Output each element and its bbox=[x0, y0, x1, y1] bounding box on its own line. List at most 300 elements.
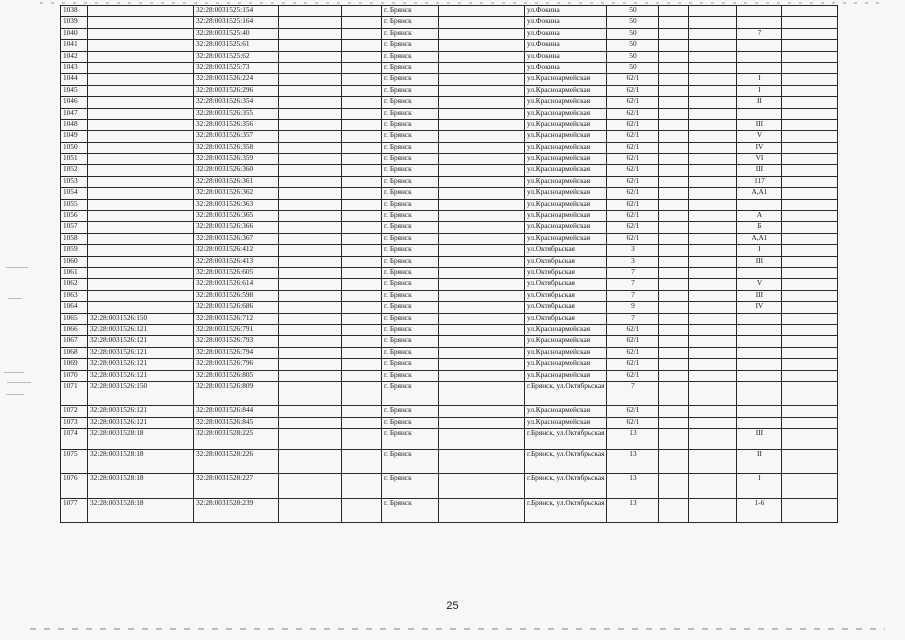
house-cell: 50 bbox=[607, 17, 659, 28]
empty-cell bbox=[689, 313, 737, 324]
extra-cell: 117 bbox=[737, 176, 782, 187]
empty-cell bbox=[659, 359, 689, 370]
empty-cell bbox=[689, 211, 737, 222]
table-row bbox=[61, 370, 838, 381]
table-row bbox=[61, 429, 838, 450]
empty-cell bbox=[689, 449, 737, 474]
empty-cell bbox=[439, 40, 525, 51]
city-cell: г. Брянск bbox=[382, 74, 439, 85]
street-cell: ул.Красноармейская bbox=[525, 199, 607, 210]
city-cell: г. Брянск bbox=[382, 256, 439, 267]
cadastral-number-cell: 32:28:0031526:844 bbox=[194, 406, 279, 417]
empty-cell bbox=[279, 279, 342, 290]
empty-cell bbox=[439, 336, 525, 347]
house-cell: 13 bbox=[607, 474, 659, 499]
city-cell: г. Брянск bbox=[382, 154, 439, 165]
row-number-cell: 1053 bbox=[61, 176, 88, 187]
empty-cell bbox=[659, 17, 689, 28]
cadastral-number-cell: 32:28:0031526:791 bbox=[194, 324, 279, 335]
empty-cell bbox=[342, 406, 382, 417]
empty-cell bbox=[279, 74, 342, 85]
parent-cadastral-cell bbox=[88, 85, 194, 96]
cadastral-number-cell: 32:28:0031526:805 bbox=[194, 370, 279, 381]
house-cell: 62/1 bbox=[607, 142, 659, 153]
house-cell: 50 bbox=[607, 6, 659, 17]
empty-cell bbox=[659, 108, 689, 119]
house-cell: 13 bbox=[607, 429, 659, 450]
empty-cell bbox=[342, 417, 382, 428]
row-number-cell: 1041 bbox=[61, 40, 88, 51]
extra-cell: VI bbox=[737, 154, 782, 165]
empty-cell bbox=[439, 142, 525, 153]
cadastral-number-cell: 32:28:0031526:355 bbox=[194, 108, 279, 119]
empty-cell bbox=[659, 324, 689, 335]
empty-cell bbox=[782, 97, 838, 108]
empty-cell bbox=[342, 302, 382, 313]
street-cell: г.Брянск, ул.Октябрьская bbox=[525, 429, 607, 450]
empty-cell bbox=[439, 108, 525, 119]
row-number-cell: 1059 bbox=[61, 245, 88, 256]
house-cell: 7 bbox=[607, 267, 659, 278]
empty-cell bbox=[439, 119, 525, 130]
empty-cell bbox=[659, 62, 689, 73]
row-number-cell: 1062 bbox=[61, 279, 88, 290]
table-row bbox=[61, 256, 838, 267]
row-number-cell: 1077 bbox=[61, 498, 88, 523]
row-number-cell: 1071 bbox=[61, 381, 88, 406]
parent-cadastral-cell bbox=[88, 28, 194, 39]
cadastral-number-cell: 32:28:0031526:361 bbox=[194, 176, 279, 187]
parent-cadastral-cell bbox=[88, 302, 194, 313]
table-row bbox=[61, 417, 838, 428]
street-cell: ул.Красноармейская bbox=[525, 119, 607, 130]
parent-cadastral-cell bbox=[88, 62, 194, 73]
table-row bbox=[61, 108, 838, 119]
city-cell: г. Брянск bbox=[382, 417, 439, 428]
empty-cell bbox=[342, 188, 382, 199]
empty-cell bbox=[782, 40, 838, 51]
empty-cell bbox=[689, 336, 737, 347]
empty-cell bbox=[439, 347, 525, 358]
empty-cell bbox=[439, 51, 525, 62]
empty-cell bbox=[659, 245, 689, 256]
cadastral-number-cell: 32:28:0031526:362 bbox=[194, 188, 279, 199]
extra-cell bbox=[737, 108, 782, 119]
street-cell: ул.Красноармейская bbox=[525, 188, 607, 199]
cadastral-number-cell: 32:28:0031526:363 bbox=[194, 199, 279, 210]
house-cell: 62/1 bbox=[607, 359, 659, 370]
empty-cell bbox=[439, 417, 525, 428]
city-cell: г. Брянск bbox=[382, 51, 439, 62]
parent-cadastral-cell: 32:28:0031526:121 bbox=[88, 359, 194, 370]
street-cell: ул.Красноармейская bbox=[525, 324, 607, 335]
parent-cadastral-cell: 32:28:0031526:121 bbox=[88, 370, 194, 381]
house-cell: 62/1 bbox=[607, 188, 659, 199]
empty-cell bbox=[342, 85, 382, 96]
street-cell: ул.Фокина bbox=[525, 51, 607, 62]
row-number-cell: 1046 bbox=[61, 97, 88, 108]
house-cell: 62/1 bbox=[607, 108, 659, 119]
empty-cell bbox=[689, 165, 737, 176]
street-cell: г.Брянск, ул.Октябрьская bbox=[525, 449, 607, 474]
empty-cell bbox=[659, 199, 689, 210]
empty-cell bbox=[279, 290, 342, 301]
empty-cell bbox=[342, 17, 382, 28]
row-number-cell: 1067 bbox=[61, 336, 88, 347]
house-cell: 50 bbox=[607, 28, 659, 39]
house-cell: 62/1 bbox=[607, 97, 659, 108]
empty-cell bbox=[439, 290, 525, 301]
city-cell: г. Брянск bbox=[382, 406, 439, 417]
cadastral-number-cell: 32:28:0031526:296 bbox=[194, 85, 279, 96]
street-cell: ул.Октябрьская bbox=[525, 267, 607, 278]
empty-cell bbox=[782, 85, 838, 96]
street-cell: ул.Октябрьская bbox=[525, 302, 607, 313]
house-cell: 3 bbox=[607, 245, 659, 256]
row-number-cell: 1054 bbox=[61, 188, 88, 199]
empty-cell bbox=[279, 28, 342, 39]
empty-cell bbox=[279, 267, 342, 278]
empty-cell bbox=[279, 222, 342, 233]
parent-cadastral-cell bbox=[88, 131, 194, 142]
empty-cell bbox=[439, 74, 525, 85]
table-row bbox=[61, 245, 838, 256]
city-cell: г. Брянск bbox=[382, 211, 439, 222]
empty-cell bbox=[659, 142, 689, 153]
extra-cell bbox=[737, 199, 782, 210]
empty-cell bbox=[439, 165, 525, 176]
table-row bbox=[61, 406, 838, 417]
street-cell: ул.Красноармейская bbox=[525, 131, 607, 142]
scan-mark bbox=[8, 298, 22, 299]
empty-cell bbox=[689, 347, 737, 358]
cadastral-number-cell: 32:28:0031526:605 bbox=[194, 267, 279, 278]
empty-cell bbox=[439, 406, 525, 417]
street-cell: ул.Октябрьская bbox=[525, 290, 607, 301]
empty-cell bbox=[439, 85, 525, 96]
parent-cadastral-cell bbox=[88, 154, 194, 165]
empty-cell bbox=[342, 51, 382, 62]
table-row bbox=[61, 85, 838, 96]
empty-cell bbox=[342, 211, 382, 222]
empty-cell bbox=[689, 131, 737, 142]
empty-cell bbox=[279, 347, 342, 358]
empty-cell bbox=[279, 97, 342, 108]
empty-cell bbox=[279, 142, 342, 153]
extra-cell bbox=[737, 51, 782, 62]
empty-cell bbox=[659, 302, 689, 313]
house-cell: 50 bbox=[607, 40, 659, 51]
empty-cell bbox=[659, 6, 689, 17]
empty-cell bbox=[279, 17, 342, 28]
empty-cell bbox=[439, 370, 525, 381]
parent-cadastral-cell bbox=[88, 290, 194, 301]
parent-cadastral-cell bbox=[88, 233, 194, 244]
empty-cell bbox=[782, 17, 838, 28]
empty-cell bbox=[689, 222, 737, 233]
parent-cadastral-cell bbox=[88, 222, 194, 233]
street-cell: ул.Октябрьская bbox=[525, 279, 607, 290]
empty-cell bbox=[689, 176, 737, 187]
empty-cell bbox=[342, 347, 382, 358]
empty-cell bbox=[342, 119, 382, 130]
table-row bbox=[61, 62, 838, 73]
empty-cell bbox=[689, 290, 737, 301]
table-row bbox=[61, 131, 838, 142]
empty-cell bbox=[689, 429, 737, 450]
extra-cell bbox=[737, 17, 782, 28]
table-row bbox=[61, 97, 838, 108]
empty-cell bbox=[782, 233, 838, 244]
empty-cell bbox=[279, 199, 342, 210]
table-row bbox=[61, 347, 838, 358]
empty-cell bbox=[782, 381, 838, 406]
empty-cell bbox=[439, 154, 525, 165]
extra-cell: A,A1 bbox=[737, 188, 782, 199]
extra-cell bbox=[737, 381, 782, 406]
row-number-cell: 1076 bbox=[61, 474, 88, 499]
table-row bbox=[61, 6, 838, 17]
city-cell: г. Брянск bbox=[382, 233, 439, 244]
city-cell: г. Брянск bbox=[382, 199, 439, 210]
extra-cell: I bbox=[737, 85, 782, 96]
empty-cell bbox=[659, 474, 689, 499]
empty-cell bbox=[782, 176, 838, 187]
extra-cell bbox=[737, 336, 782, 347]
parent-cadastral-cell bbox=[88, 279, 194, 290]
empty-cell bbox=[342, 62, 382, 73]
street-cell: ул.Фокина bbox=[525, 62, 607, 73]
empty-cell bbox=[279, 176, 342, 187]
empty-cell bbox=[689, 17, 737, 28]
scan-mark bbox=[4, 372, 24, 373]
extra-cell bbox=[737, 406, 782, 417]
extra-cell bbox=[737, 347, 782, 358]
empty-cell bbox=[659, 176, 689, 187]
empty-cell bbox=[439, 474, 525, 499]
empty-cell bbox=[782, 154, 838, 165]
empty-cell bbox=[342, 176, 382, 187]
empty-cell bbox=[279, 245, 342, 256]
empty-cell bbox=[782, 290, 838, 301]
empty-cell bbox=[279, 154, 342, 165]
row-number-cell: 1066 bbox=[61, 324, 88, 335]
city-cell: г. Брянск bbox=[382, 142, 439, 153]
empty-cell bbox=[439, 381, 525, 406]
parent-cadastral-cell: 32:28:0031526:150 bbox=[88, 313, 194, 324]
street-cell: ул.Красноармейская bbox=[525, 370, 607, 381]
table-row bbox=[61, 154, 838, 165]
extra-cell: II bbox=[737, 97, 782, 108]
parent-cadastral-cell bbox=[88, 267, 194, 278]
empty-cell bbox=[342, 40, 382, 51]
empty-cell bbox=[342, 370, 382, 381]
empty-cell bbox=[689, 498, 737, 523]
empty-cell bbox=[279, 324, 342, 335]
empty-cell bbox=[689, 245, 737, 256]
empty-cell bbox=[689, 6, 737, 17]
empty-cell bbox=[659, 336, 689, 347]
empty-cell bbox=[342, 313, 382, 324]
street-cell: ул.Фокина bbox=[525, 6, 607, 17]
cadastral-number-cell: 32:28:0031526:712 bbox=[194, 313, 279, 324]
extra-cell: IV bbox=[737, 142, 782, 153]
empty-cell bbox=[279, 131, 342, 142]
empty-cell bbox=[782, 474, 838, 499]
empty-cell bbox=[342, 279, 382, 290]
row-number-cell: 1043 bbox=[61, 62, 88, 73]
empty-cell bbox=[689, 256, 737, 267]
empty-cell bbox=[782, 370, 838, 381]
empty-cell bbox=[279, 188, 342, 199]
empty-cell bbox=[439, 324, 525, 335]
city-cell: г. Брянск bbox=[382, 6, 439, 17]
house-cell: 13 bbox=[607, 498, 659, 523]
cadastral-number-cell: 32:28:0031526:358 bbox=[194, 142, 279, 153]
house-cell: 62/1 bbox=[607, 165, 659, 176]
cadastral-number-cell: 32:28:0031526:809 bbox=[194, 381, 279, 406]
extra-cell: III bbox=[737, 256, 782, 267]
cadastral-number-cell: 32:28:0031526:360 bbox=[194, 165, 279, 176]
cadastral-number-cell: 32:28:0031525:73 bbox=[194, 62, 279, 73]
empty-cell bbox=[279, 370, 342, 381]
empty-cell bbox=[342, 267, 382, 278]
empty-cell bbox=[342, 324, 382, 335]
empty-cell bbox=[782, 222, 838, 233]
cadastral-number-cell: 32:28:0031528:239 bbox=[194, 498, 279, 523]
row-number-cell: 1074 bbox=[61, 429, 88, 450]
empty-cell bbox=[279, 211, 342, 222]
row-number-cell: 1049 bbox=[61, 131, 88, 142]
empty-cell bbox=[782, 199, 838, 210]
street-cell: ул.Красноармейская bbox=[525, 406, 607, 417]
extra-cell: V bbox=[737, 279, 782, 290]
row-number-cell: 1065 bbox=[61, 313, 88, 324]
empty-cell bbox=[439, 302, 525, 313]
parent-cadastral-cell bbox=[88, 17, 194, 28]
scan-mark bbox=[6, 394, 24, 395]
cadastral-number-cell: 32:28:0031526:412 bbox=[194, 245, 279, 256]
parent-cadastral-cell bbox=[88, 245, 194, 256]
empty-cell bbox=[279, 256, 342, 267]
cadastral-number-cell: 32:28:0031526:224 bbox=[194, 74, 279, 85]
city-cell: г. Брянск bbox=[382, 245, 439, 256]
house-cell: 62/1 bbox=[607, 417, 659, 428]
empty-cell bbox=[659, 347, 689, 358]
empty-cell bbox=[689, 370, 737, 381]
table-row bbox=[61, 381, 838, 406]
row-number-cell: 1068 bbox=[61, 347, 88, 358]
street-cell: г.Брянск, ул.Октябрьская bbox=[525, 381, 607, 406]
cadastral-number-cell: 32:28:0031526:845 bbox=[194, 417, 279, 428]
extra-cell: I bbox=[737, 245, 782, 256]
house-cell: 7 bbox=[607, 381, 659, 406]
street-cell: ул.Красноармейская bbox=[525, 176, 607, 187]
row-number-cell: 1039 bbox=[61, 17, 88, 28]
row-number-cell: 1060 bbox=[61, 256, 88, 267]
house-cell: 50 bbox=[607, 51, 659, 62]
empty-cell bbox=[279, 165, 342, 176]
empty-cell bbox=[342, 429, 382, 450]
empty-cell bbox=[689, 302, 737, 313]
empty-cell bbox=[279, 449, 342, 474]
cadastral-number-cell: 32:28:0031526:793 bbox=[194, 336, 279, 347]
row-number-cell: 1075 bbox=[61, 449, 88, 474]
row-number-cell: 1044 bbox=[61, 74, 88, 85]
table-row bbox=[61, 474, 838, 499]
house-cell: 62/1 bbox=[607, 74, 659, 85]
street-cell: ул.Красноармейская bbox=[525, 359, 607, 370]
house-cell: 50 bbox=[607, 62, 659, 73]
parent-cadastral-cell: 32:28:0031528:18 bbox=[88, 474, 194, 499]
empty-cell bbox=[342, 381, 382, 406]
empty-cell bbox=[782, 359, 838, 370]
extra-cell: 7 bbox=[737, 28, 782, 39]
cadastral-number-cell: 32:28:0031526:598 bbox=[194, 290, 279, 301]
empty-cell bbox=[689, 108, 737, 119]
empty-cell bbox=[782, 267, 838, 278]
city-cell: г. Брянск bbox=[382, 131, 439, 142]
empty-cell bbox=[782, 131, 838, 142]
empty-cell bbox=[342, 142, 382, 153]
empty-cell bbox=[439, 199, 525, 210]
row-number-cell: 1056 bbox=[61, 211, 88, 222]
row-number-cell: 1072 bbox=[61, 406, 88, 417]
city-cell: г. Брянск bbox=[382, 370, 439, 381]
empty-cell bbox=[279, 302, 342, 313]
empty-cell bbox=[279, 108, 342, 119]
city-cell: г. Брянск bbox=[382, 176, 439, 187]
empty-cell bbox=[279, 313, 342, 324]
empty-cell bbox=[279, 498, 342, 523]
table-row bbox=[61, 199, 838, 210]
empty-cell bbox=[439, 188, 525, 199]
city-cell: г. Брянск bbox=[382, 347, 439, 358]
extra-cell: A bbox=[737, 211, 782, 222]
street-cell: ул.Октябрьская bbox=[525, 256, 607, 267]
table-row bbox=[61, 74, 838, 85]
street-cell: ул.Октябрьская bbox=[525, 245, 607, 256]
empty-cell bbox=[279, 359, 342, 370]
city-cell: г. Брянск bbox=[382, 17, 439, 28]
city-cell: г. Брянск bbox=[382, 97, 439, 108]
empty-cell bbox=[439, 256, 525, 267]
empty-cell bbox=[782, 211, 838, 222]
parent-cadastral-cell bbox=[88, 176, 194, 187]
parent-cadastral-cell: 32:28:0031526:121 bbox=[88, 417, 194, 428]
empty-cell bbox=[782, 165, 838, 176]
extra-cell: III bbox=[737, 429, 782, 450]
empty-cell bbox=[342, 498, 382, 523]
empty-cell bbox=[689, 97, 737, 108]
city-cell: г. Брянск bbox=[382, 267, 439, 278]
empty-cell bbox=[279, 40, 342, 51]
table-row bbox=[61, 290, 838, 301]
empty-cell bbox=[782, 324, 838, 335]
empty-cell bbox=[342, 474, 382, 499]
empty-cell bbox=[689, 188, 737, 199]
empty-cell bbox=[279, 474, 342, 499]
cadastral-number-cell: 32:28:0031526:366 bbox=[194, 222, 279, 233]
house-cell: 62/1 bbox=[607, 199, 659, 210]
empty-cell bbox=[659, 211, 689, 222]
empty-cell bbox=[279, 233, 342, 244]
extra-cell: III bbox=[737, 119, 782, 130]
parent-cadastral-cell bbox=[88, 74, 194, 85]
empty-cell bbox=[279, 62, 342, 73]
empty-cell bbox=[342, 74, 382, 85]
empty-cell bbox=[659, 233, 689, 244]
